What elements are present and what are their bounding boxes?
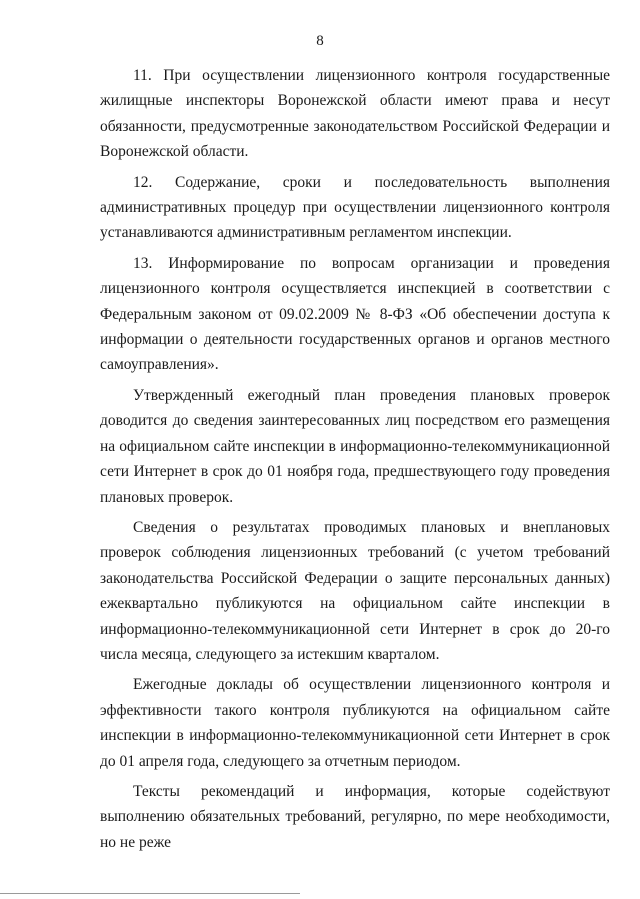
paragraph-annual-reports: Ежегодные доклады об осуществлении лицензионного контроля и эффективности такого контроля публикуются на официальном сайте инспекции в информационно-телекоммуникационной сети Интернет в срок до 01 апреля года, следующего за отчетным периодом. — [100, 676, 610, 770]
paragraph-recommendations: Тексты рекомендаций и информация, которые содействуют выполнению обязательных требований, регулярно, по мере необходимости, но не реже — [100, 782, 610, 851]
paragraph-inspection-results: Сведения о результатах проводимых плановых и внеплановых проверок соблюдения лицензионных требований (с учетом требований законодательства Российской Федерации о защите персональных данных) ежеквартально публикуются на официальном сайте инспекции в информационно-телекоммуникационной сети Интернет в срок до 20-го числа месяца, следующего за истекшим кварталом. — [100, 518, 610, 663]
paragraph-annual-plan: Утвержденный ежегодный план проведения плановых проверок доводится до сведения заинтересованных лиц посредством его размещения на официальном сайте инспекции в информационно-телекоммуникационной сети Интернет в срок до 01 ноября года, предшествующего году проведения плановых проверок. — [100, 386, 610, 506]
paragraph-13: 13. Информирование по вопросам организации и проведения лицензионного контроля осуществляется инспекцией в соответствии с Федеральным законом от 09.02.2009 № 8-ФЗ «Об обеспечении доступа к информации о деятельности государственных органов и органов местного самоуправления». — [100, 254, 610, 374]
paragraph-12: 12. Содержание, сроки и последовательность выполнения административных процедур при осуществлении лицензионного контроля устанавливаются административным регламентом инспекции. — [100, 173, 610, 242]
paragraph-11: 11. При осуществлении лицензионного контроля государственные жилищные инспекторы Воронежской области имеют права и несут обязанности, предусмотренные законодательством Российской Федерации и Воронежской области. — [100, 67, 610, 161]
page-number: 8 — [316, 33, 324, 49]
document-body — [100, 63, 610, 860]
bottom-rule — [0, 893, 300, 894]
